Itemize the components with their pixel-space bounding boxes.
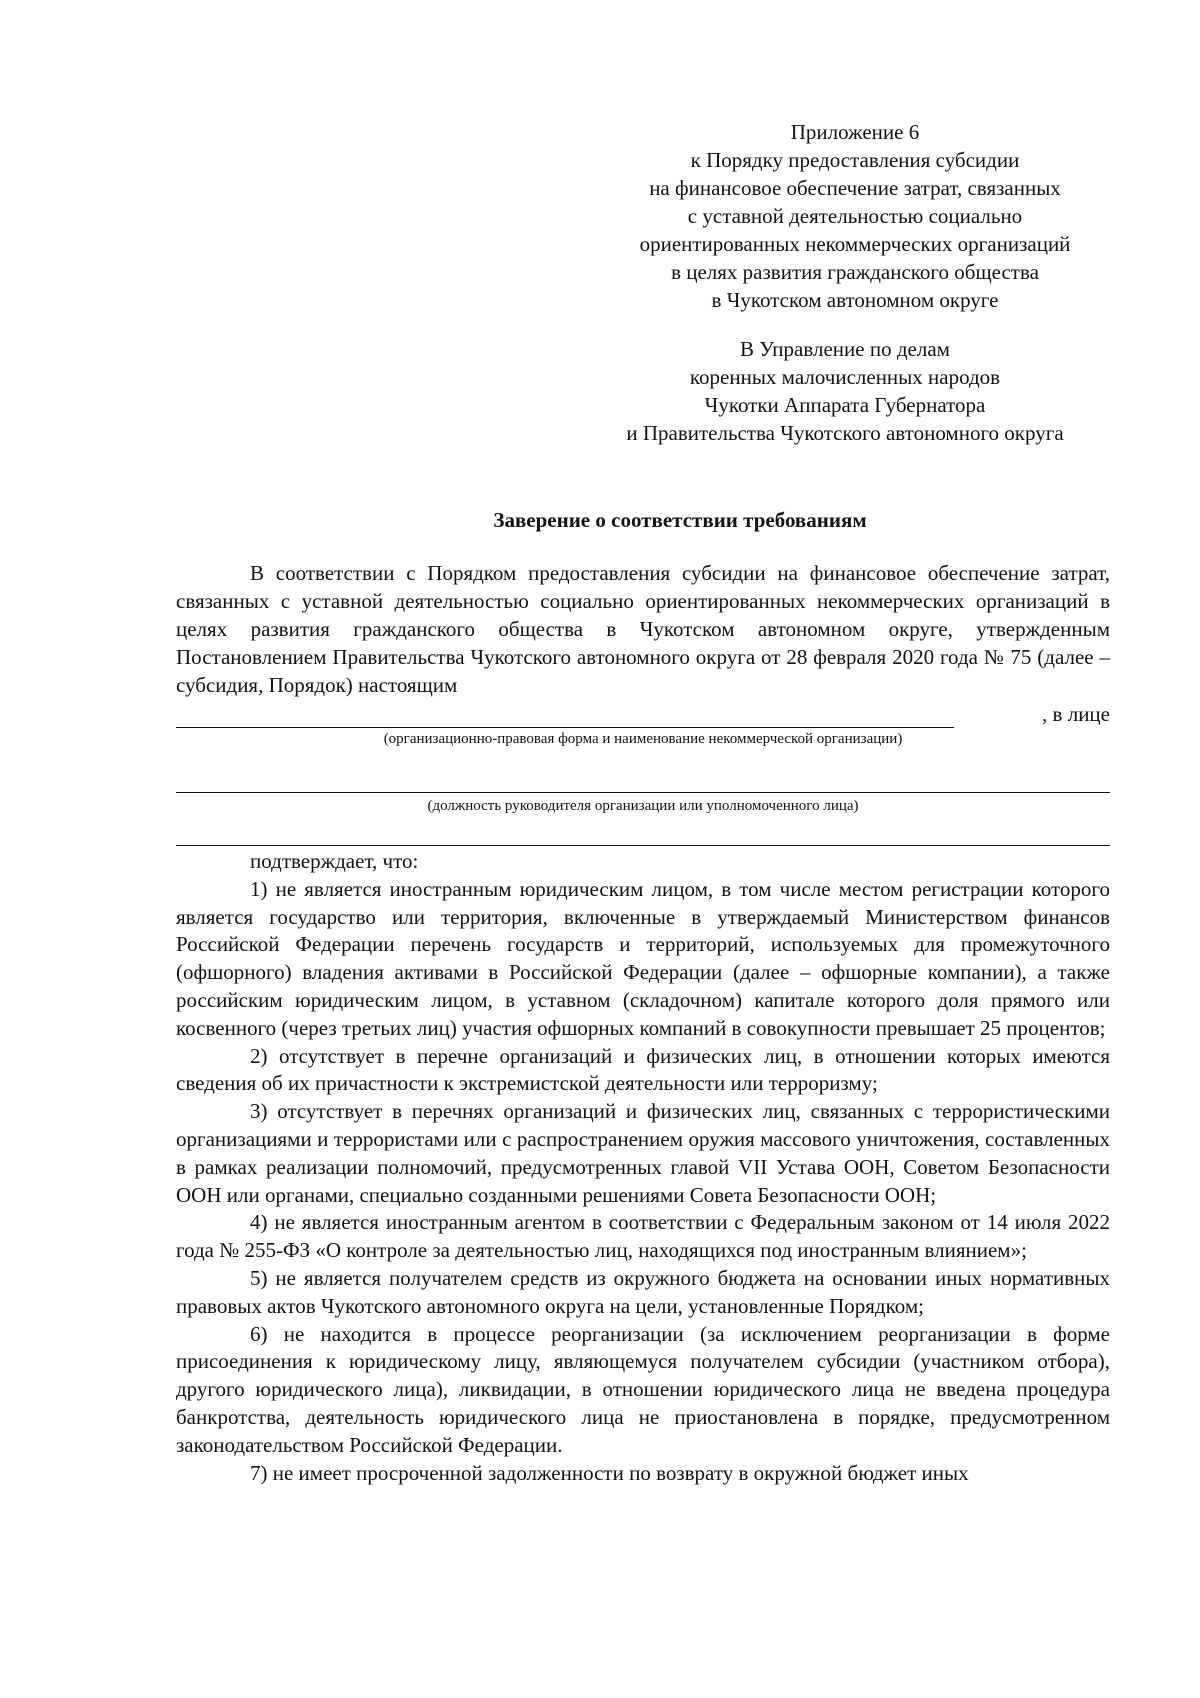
appendix-line: ориентированных некоммерческих организаций — [639, 232, 1071, 256]
confirms-label: подтверждает, что: — [250, 849, 419, 873]
list-item: 3) отсутствует в перечнях организаций и физических лиц, связанных с террористическими организациями и террористами или с распространением оружия массового уничтожения, составленных в рамках реализации полномочий, предусмотренных главой VII Устава ООН, Советом Безопасности ООН или органами, специально созданными решениями Совета Безопасности ООН; — [176, 1099, 1110, 1207]
organization-caption: (организационно-правовая форма и наименование некоммерческой организации) — [383, 731, 903, 747]
head-position-blank[interactable] — [176, 792, 1110, 793]
appendix-line: на финансовое обеспечение затрат, связанных — [649, 176, 1061, 200]
appendix-line: в целях развития гражданского общества — [671, 260, 1039, 284]
head-position-fill-row — [176, 765, 1110, 793]
organization-name-blank[interactable] — [176, 727, 954, 728]
list-item: 2) отсутствует в перечне организаций и физических лиц, в отношении которых имеются сведения об их причастности к экстремистской деятельности или терроризму; — [176, 1043, 1110, 1096]
appendix-line: с уставной деятельностью социально — [687, 204, 1023, 228]
addressee-line: и Правительства Чукотского автономного округа — [626, 421, 1064, 445]
name-blank[interactable] — [176, 845, 1110, 846]
document-title: Заверение о соответствии требованиям — [493, 508, 867, 532]
in-person-label: , в лице — [1042, 702, 1110, 726]
list-item: 1) не является иностранным юридическим лицом, в том числе местом регистрации которого является государство или территория, включенные в утверждаемый Министерством финансов Российской Федерации перечень государств и территорий, используемых для промежуточного (офшорного) владения активами в Российской Федерации (далее – офшорные компании), а также российским юридическим лицом, в уставном (складочном) капитале которого доля прямого или косвенного (через третьих лиц) участия офшорных компаний в совокупности превышает 25 процентов; — [176, 876, 1110, 1040]
appendix-line: в Чукотском автономном округе — [711, 288, 999, 312]
appendix-header — [600, 118, 1110, 314]
list-item: 4) не является иностранным агентом в соответствии с Федеральным законом от 14 июля 2022 года № 255-ФЗ «О контроле за деятельностью лиц, находящихся под иностранным влиянием»; — [176, 1210, 1110, 1263]
head-position-caption: (должность руководителя организации или уполномоченного лица) — [427, 798, 859, 814]
appendix-line: к Порядку предоставления субсидии — [690, 148, 1020, 172]
list-item: 7) не имеет просроченной задолженности по возврату в окружной бюджет иных — [250, 1460, 969, 1485]
appendix-line: Приложение 6 — [790, 120, 920, 144]
list-item: 5) не является получателем средств из окружного бюджета на основании иных нормативных правовых актов Чукотского автономного округа на цели, установленные Порядком; — [176, 1265, 1110, 1318]
intro-text: В соответствии с Порядком предоставления субсидии на финансовое обеспечение затрат, связанных с уставной деятельностью социально ориентированных некоммерческих организаций в целях развития гражданского общества в Чукотском автономном округе, утвержденным Постановлением Правительства Чукотского автономного округа от 28 февраля 2020 года № 75 (далее – субсидия, Порядок) настоящим — [176, 561, 1110, 697]
addressee-line: коренных малочисленных народов — [689, 365, 1001, 389]
addressee-block — [580, 335, 1110, 447]
addressee-line: В Управление по делам — [740, 337, 950, 361]
intro-paragraph — [176, 559, 1110, 699]
list-item: 6) не находится в процессе реорганизации (за исключением реорганизации в форме присоединения к юридическому лицу, являющемуся получателем субсидии (участником отбора), другого юридического лица), ликвидации, в отношении юридического лица не введена процедура банкротства, деятельность юридического лица не приостановлена в порядке, предусмотренном законодательством Российской Федерации. — [176, 1321, 1110, 1457]
organization-fill-row — [176, 700, 1110, 728]
name-fill-row — [176, 818, 1110, 846]
requirements-list — [176, 848, 1110, 1487]
addressee-line: Чукотки Аппарата Губернатора — [704, 393, 986, 417]
